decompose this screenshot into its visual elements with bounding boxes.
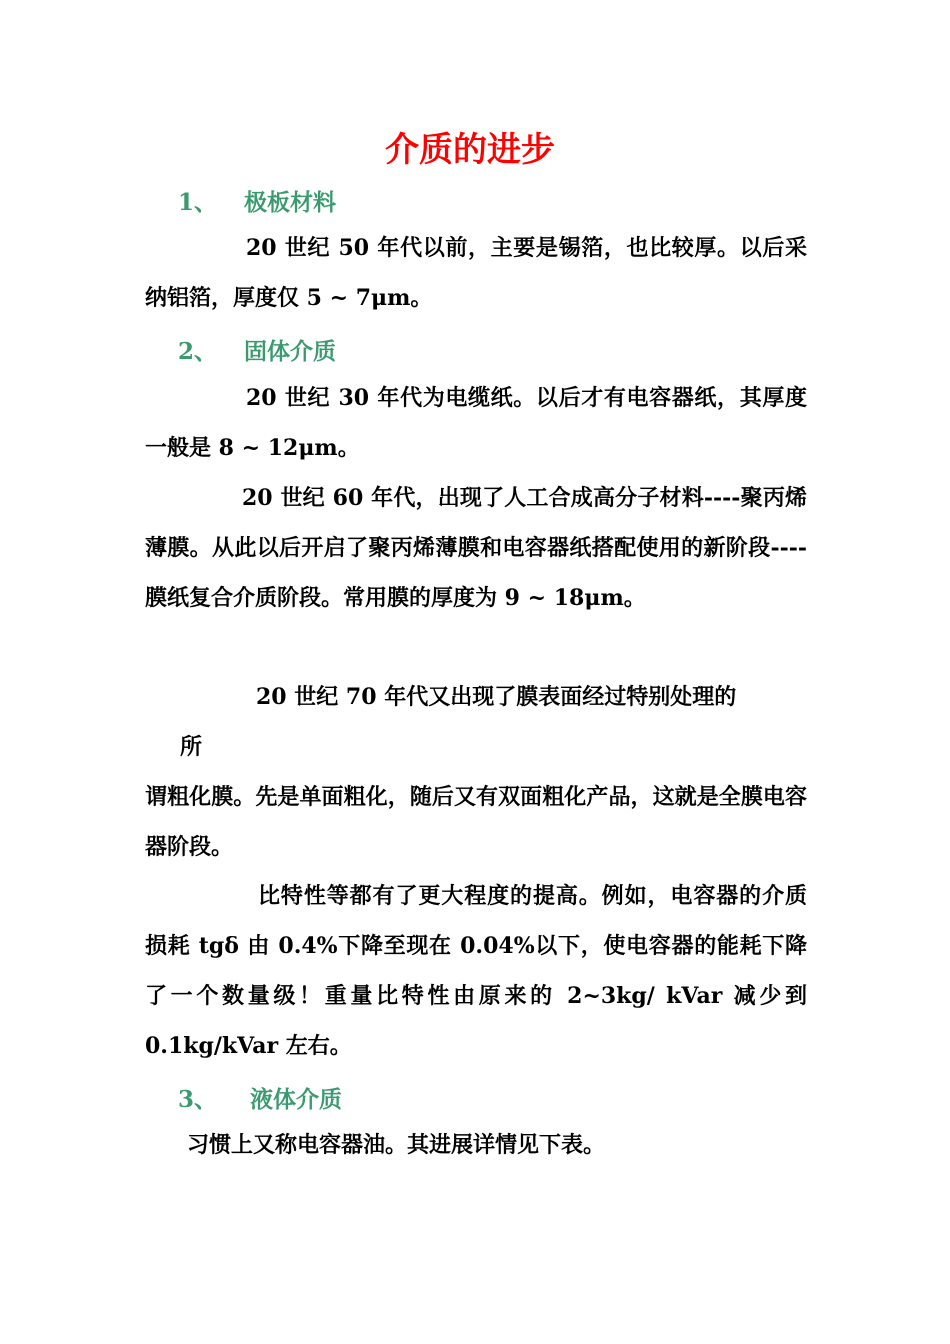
section-heading-2 <box>178 333 336 366</box>
section-title: 液体介质 <box>250 1086 342 1113</box>
paragraph-liquid-dielectric: 习惯上又称电容器油。其进展详情见下表。 <box>187 1132 606 1158</box>
section-number: 1、 <box>178 189 218 216</box>
section-number: 3、 <box>178 1086 218 1113</box>
section-number: 2、 <box>178 338 218 365</box>
paragraph-electrode-material: 20 世纪 50 年代以前，主要是锡箔，也比较厚。以后采纳铝箔，厚度仅 5 ~ 7μm。 <box>145 235 807 311</box>
section-title: 固体介质 <box>244 338 336 365</box>
paragraph-polypropylene-film: 20 世纪 60 年代，出现了人工合成高分子材料----聚丙烯薄膜。从此以后开启了聚丙烯薄膜和电容器纸搭配使用的新阶段----膜纸复合介质阶段。常用膜的厚度为 9 ~ 18μm。 <box>145 485 807 611</box>
section-heading-1 <box>178 184 336 217</box>
page-title: 介质的进步 <box>385 130 555 170</box>
paragraph-rough-film-orphan: 所 <box>180 734 203 760</box>
paragraph-loss-improvement: 比特性等都有了更大程度的提高。例如，电容器的介质损耗 tgδ 由 0.4%下降至现在 0.04%以下，使电容器的能耗下降了一个数量级！重量比特性由原来的 2~3kg/ kVar 减少到 0.1kg/kVar 左右。 <box>145 883 807 1059</box>
paragraph-cable-paper: 20 世纪 30 年代为电缆纸。以后才有电容器纸，其厚度一般是 8 ~ 12μm。 <box>145 385 807 461</box>
section-title: 极板材料 <box>244 189 336 216</box>
paragraph-rough-film-start: 20 世纪 70 年代又出现了膜表面经过特别处理的 <box>256 684 737 710</box>
paragraph-rough-film-cont: 谓粗化膜。先是单面粗化，随后又有双面粗化产品，这就是全膜电容器阶段。 <box>145 784 807 860</box>
section-heading-3 <box>178 1081 342 1114</box>
